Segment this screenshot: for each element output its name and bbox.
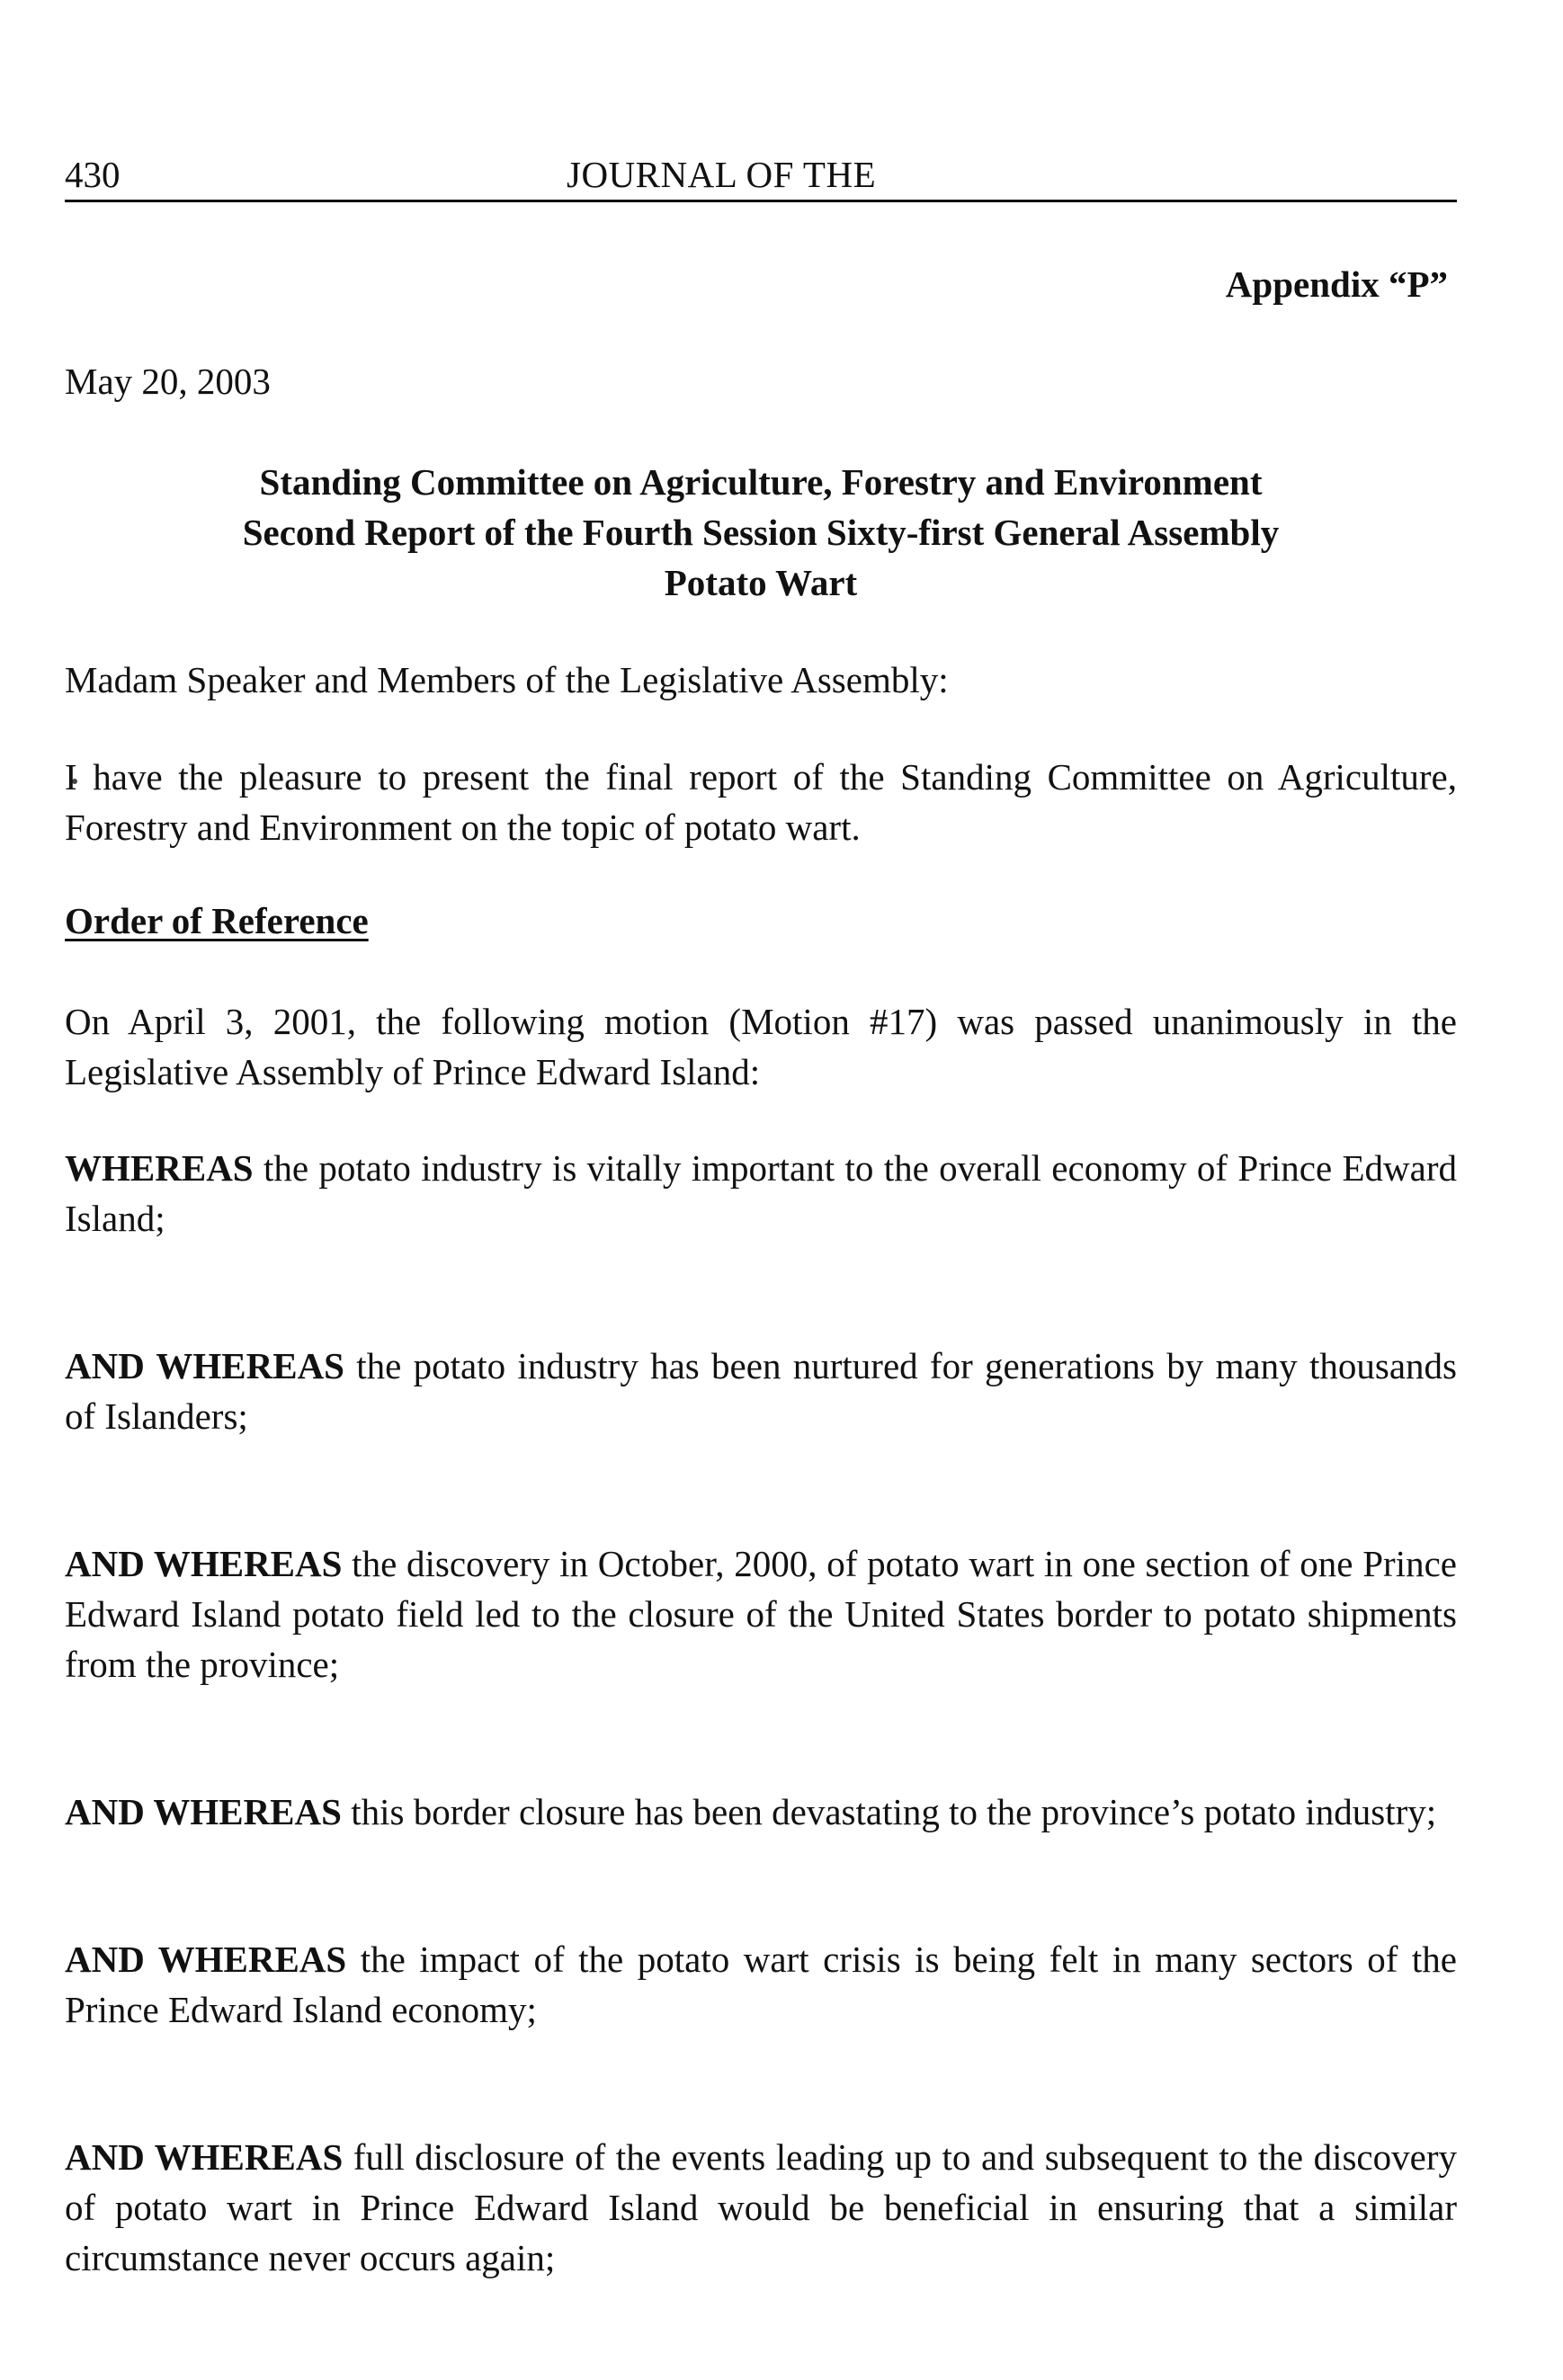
whereas-clause bbox=[65, 2132, 1457, 2283]
report-date: May 20, 2003 bbox=[65, 361, 271, 402]
clause-keyword: WHEREAS bbox=[65, 1147, 254, 1189]
intro-paragraph: I have the pleasure to present the final report of the Standing Committee on Agriculture, Forestry and Environment on the topic of potato wart. bbox=[65, 756, 1457, 848]
motion-intro-paragraph: On April 3, 2001, the following motion (Motion #17) was passed unanimously in the Legislative Assembly of Prince Edward Island: bbox=[65, 1001, 1457, 1092]
journal-title: JOURNAL OF THE bbox=[567, 154, 877, 195]
clause-keyword: AND WHEREAS bbox=[65, 2136, 344, 2178]
clause-text: the potato industry has been nurtured for generations by many thousands of Islanders; bbox=[65, 1345, 1457, 1437]
running-header bbox=[65, 153, 1457, 202]
clause-text: the impact of the potato wart crisis is being felt in many sectors of the Prince Edward Island economy; bbox=[65, 1939, 1457, 2030]
salutation: Madam Speaker and Members of the Legislative Assembly: bbox=[65, 659, 949, 700]
clause-text: the discovery in October, 2000, of potato wart in one section of one Prince Edward Island potato field led to the closure of the United States border to potato shipments from the province; bbox=[65, 1543, 1457, 1685]
whereas-clause bbox=[65, 1934, 1457, 2035]
clause-text: the potato industry is vitally important to the overall economy of Prince Edward Island; bbox=[65, 1147, 1457, 1239]
whereas-clause bbox=[65, 1787, 1457, 1837]
report-session: Second Report of the Fourth Session Sixty-first General Assembly bbox=[242, 512, 1280, 553]
whereas-clauses bbox=[65, 1143, 1457, 2380]
clause-text: this border closure has been devastating to the province’s potato industry; bbox=[341, 1791, 1437, 1832]
journal-page bbox=[65, 0, 1457, 2372]
committee-name: Standing Committee on Agriculture, Forestry and Environment bbox=[259, 461, 1263, 503]
page-number: 430 bbox=[65, 154, 121, 195]
report-heading bbox=[65, 457, 1457, 608]
whereas-clause bbox=[65, 1143, 1457, 1243]
clause-keyword: AND WHEREAS bbox=[65, 1345, 344, 1386]
whereas-clause bbox=[65, 1341, 1457, 1441]
whereas-clause bbox=[65, 1538, 1457, 1689]
clause-keyword: AND WHEREAS bbox=[65, 1939, 347, 1980]
clause-keyword: AND WHEREAS bbox=[65, 1791, 342, 1832]
clause-keyword: AND WHEREAS bbox=[65, 1543, 343, 1584]
section-heading: Order of Reference bbox=[65, 900, 369, 941]
clause-text: full disclosure of the events leading up to and subsequent to the discovery of potato wart in Prince Edward Island would be beneficial in ensuring that a similar circumstance never occurs again; bbox=[65, 2136, 1457, 2278]
appendix-label: Appendix “P” bbox=[1225, 263, 1448, 305]
report-topic: Potato Wart bbox=[664, 562, 858, 603]
